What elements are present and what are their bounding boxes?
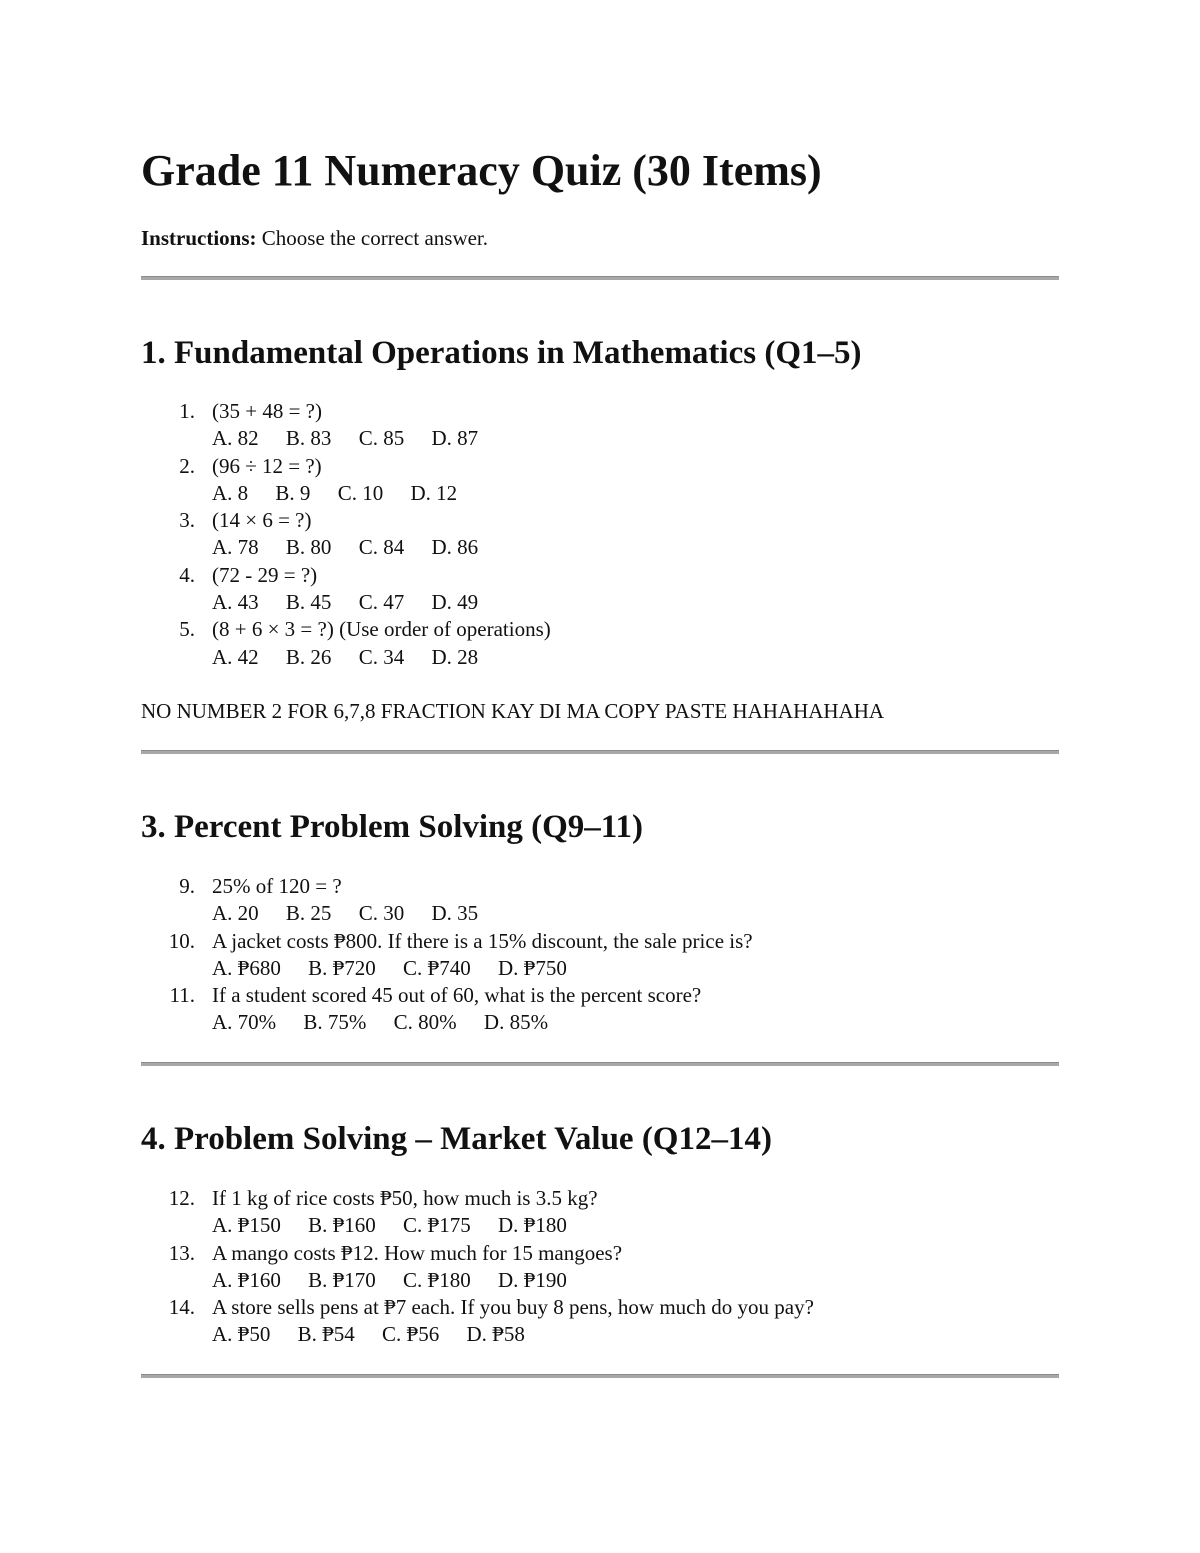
option-d: D. ₱750 (497, 955, 567, 980)
question-text: A mango costs ₱12. How much for 15 mangoes? (212, 1240, 623, 1265)
question-text: (14 × 6 = ?) (212, 508, 312, 533)
section-heading-percent-problem-solving: 3. Percent Problem Solving (Q9–11) (141, 809, 643, 845)
instructions (141, 224, 488, 252)
option-a: A. ₱680 (212, 955, 281, 980)
answer-options (212, 480, 551, 507)
instructions-label: Instructions: (141, 226, 257, 250)
page-title: Grade 11 Numeracy Quiz (30 Items) (141, 146, 822, 195)
question-number: 5. (179, 617, 195, 642)
option-d: D. 28 (431, 644, 479, 669)
option-a: A. 20 (212, 901, 259, 926)
section-heading-market-value: 4. Problem Solving – Market Value (Q12–14) (141, 1121, 772, 1157)
question-number: 2. (179, 453, 195, 478)
option-b: B. ₱720 (308, 955, 376, 980)
option-d: D. 87 (431, 426, 479, 451)
answer-options (212, 955, 753, 982)
question-number: 1. (179, 399, 195, 423)
option-a: A. ₱150 (212, 1213, 281, 1238)
option-a: A. ₱50 (212, 1322, 271, 1347)
option-c: C. 80% (393, 1010, 457, 1035)
option-a: A. 43 (212, 590, 259, 615)
question-item (141, 398, 551, 453)
option-c: C. 30 (358, 901, 405, 926)
option-b: B. 9 (275, 480, 311, 505)
question-item (141, 507, 551, 562)
question-item (141, 1240, 814, 1295)
answer-options (212, 900, 753, 927)
option-b: B. 25 (285, 901, 332, 926)
answer-options (212, 1212, 814, 1239)
question-item (141, 1185, 814, 1240)
option-c: C. 85 (358, 426, 405, 451)
option-b: B. 26 (285, 644, 332, 669)
question-item (141, 1294, 814, 1349)
answer-options (212, 1321, 814, 1348)
option-d: D. ₱190 (497, 1267, 567, 1292)
question-text: 25% of 120 = ? (212, 874, 342, 898)
question-text: (96 ÷ 12 = ?) (212, 453, 322, 478)
question-text: (72 - 29 = ?) (212, 562, 318, 587)
divider (141, 276, 1059, 280)
divider (141, 750, 1059, 754)
option-a: A. 42 (212, 644, 259, 669)
option-b: B. 80 (285, 535, 332, 560)
question-item (141, 982, 753, 1037)
option-a: A. ₱160 (212, 1267, 281, 1292)
question-text: If a student scored 45 out of 60, what is the percent score? (212, 983, 702, 1008)
question-item (141, 453, 551, 508)
option-c: C. 84 (358, 535, 405, 560)
note-text: NO NUMBER 2 FOR 6,7,8 FRACTION KAY DI MA COPY PASTE HAHAHAHAHA (141, 699, 885, 723)
question-text: A store sells pens at ₱7 each. If you buy 8 pens, how much do you pay? (212, 1295, 814, 1320)
answer-options (212, 1009, 753, 1036)
option-c: C. ₱175 (403, 1213, 471, 1238)
question-item (141, 928, 753, 983)
answer-options (212, 425, 551, 452)
instructions-text: Choose the correct answer. (261, 226, 489, 250)
question-number: 13. (168, 1240, 195, 1265)
option-d: D. 12 (410, 480, 458, 505)
question-list (141, 1185, 814, 1349)
answer-options (212, 534, 551, 561)
question-item (141, 616, 551, 671)
question-number: 14. (168, 1295, 195, 1320)
option-c: C. ₱180 (403, 1267, 471, 1292)
option-d: D. 85% (483, 1010, 549, 1035)
option-d: D. 35 (431, 901, 479, 926)
question-number: 11. (169, 983, 195, 1008)
option-c: C. 34 (358, 644, 405, 669)
question-list (141, 873, 753, 1037)
question-list (141, 398, 551, 671)
question-number: 3. (179, 508, 195, 533)
option-c: C. ₱56 (382, 1322, 440, 1347)
option-b: B. 45 (285, 590, 332, 615)
option-c: C. ₱740 (403, 955, 471, 980)
option-c: C. 10 (337, 480, 384, 505)
question-number: 9. (179, 874, 195, 898)
option-d: D. ₱58 (466, 1322, 525, 1347)
answer-options (212, 644, 551, 671)
question-number: 10. (168, 928, 195, 953)
question-number: 4. (179, 562, 195, 587)
divider (141, 1374, 1059, 1378)
option-d: D. 49 (431, 590, 479, 615)
divider (141, 1062, 1059, 1066)
option-a: A. 8 (212, 480, 249, 505)
option-b: B. ₱170 (308, 1267, 376, 1292)
option-d: D. 86 (431, 535, 479, 560)
option-b: B. 83 (285, 426, 332, 451)
answer-options (212, 1267, 814, 1294)
question-text: A jacket costs ₱800. If there is a 15% discount, the sale price is? (212, 928, 753, 953)
option-a: A. 78 (212, 535, 259, 560)
option-a: A. 82 (212, 426, 259, 451)
question-item (141, 873, 753, 928)
question-number: 12. (168, 1186, 195, 1210)
option-b: B. ₱160 (308, 1213, 376, 1238)
question-text: (8 + 6 × 3 = ?) (Use order of operations) (212, 617, 551, 642)
option-d: D. ₱180 (497, 1213, 567, 1238)
option-c: C. 47 (358, 590, 405, 615)
option-b: B. ₱54 (297, 1322, 355, 1347)
option-b: B. 75% (303, 1010, 367, 1035)
question-text: If 1 kg of rice costs ₱50, how much is 3.5 kg? (212, 1186, 598, 1210)
section-heading-fundamental-operations: 1. Fundamental Operations in Mathematics (Q1–5) (141, 335, 862, 371)
question-text: (35 + 48 = ?) (212, 399, 322, 423)
question-item (141, 562, 551, 617)
answer-options (212, 589, 551, 616)
option-a: A. 70% (212, 1010, 277, 1035)
